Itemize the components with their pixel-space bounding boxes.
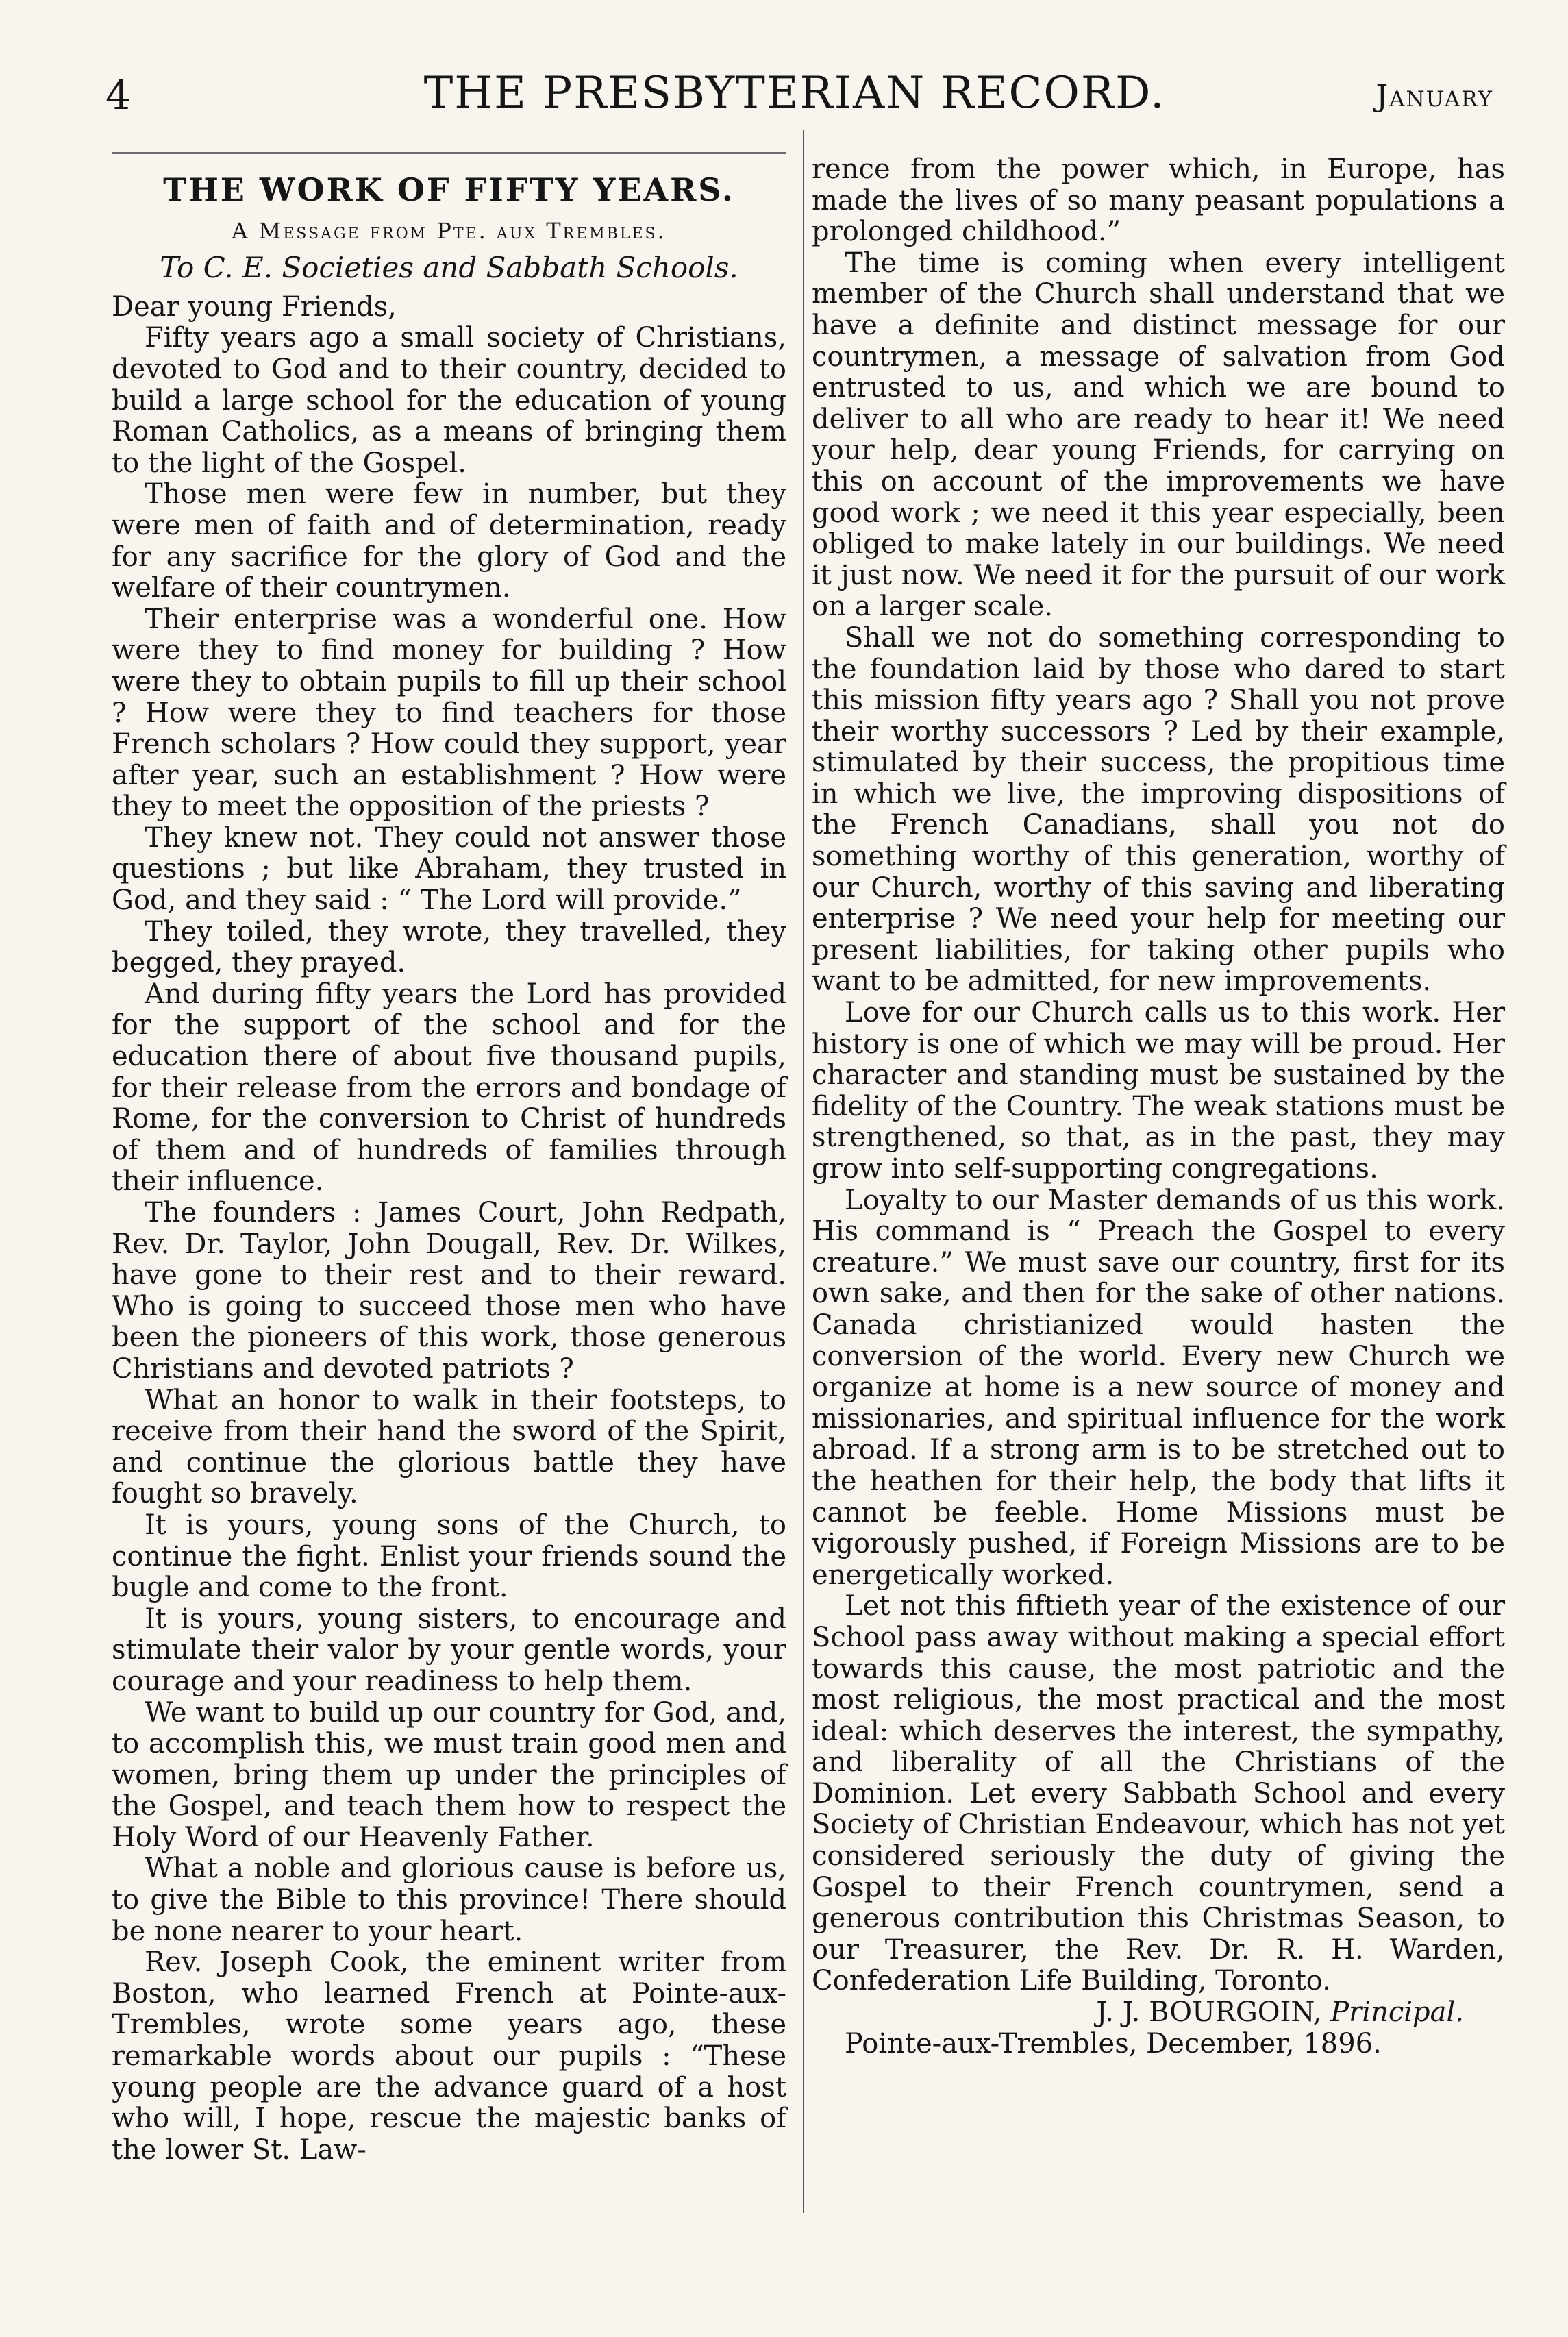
article-subtitle: A Message from Pte. aux Trembles.: [232, 217, 667, 244]
paragraph: Those men were few in number, but they were men of faith and of determination, ready for any sacrifice for the glory of God and the welfare of their countrymen.: [112, 478, 786, 604]
paragraph: We want to build up our country for God, and, to accomplish this, we must train good men and women, bring them up under the principles of the Gospel, and teach them how to respect the Holy Word of our Heavenly Father.: [112, 1696, 786, 1853]
paragraph: It is yours, young sisters, to encourage and stimulate their valor by your gentle words, your courage and your readiness to help them.: [112, 1603, 786, 1697]
paragraph: Rev. Joseph Cook, the eminent writer from Boston, who learned French at Pointe-aux-Trembles, wrote some years ago, these remarkable words about our pupils : “These young people are the advance guard of a host who will, I hope, rescue the majestic banks of the lower St. Law-: [112, 1946, 786, 2166]
journal-title: THE PRESBYTERIAN RECORD.: [423, 68, 1166, 119]
dateline: Pointe-aux-Trembles, December, 1896.: [845, 2027, 1382, 2060]
signature-name: J. J. BOURGOIN,: [1096, 1996, 1322, 2029]
left-column: [112, 154, 786, 2166]
paragraph: The time is coming when every intelligent member of the Church shall understand that we have a definite and distinct message for our countrymen, a message of salvation from God entrusted to us, and which we are bound to deliver to all who are ready to hear it! We need your help, dear young Friends, for carrying on this on account of the improvements we have good work ; we need it this year especially, been obliged to make lately in our buildings. We need it just now. We need it for the pursuit of our work on a larger scale.: [812, 247, 1505, 623]
paragraph: Loyalty to our Master demands of us this work. His command is “ Preach the Gospel to every creature.” We must save our country, first for its own sake, and then for the sake of other nations. Canada christianized would hasten the conversion of the world. Every new Church we organize at home is a new source of money and missionaries, and spiritual influence for the work abroad. If a strong arm is to be stretched out to the heathen for their help, the body that lifts it cannot be feeble. Home Missions must be vigorously pushed, if Foreign Missions are to be energetically worked.: [812, 1184, 1505, 1591]
paragraph: Let not this fiftieth year of the existence of our School pass away without making a special effort towards this cause, the most patriotic and the most religious, the most practical and the most ideal: which deserves the interest, the sympathy, and liberality of all the Christians of the Dominion. Let every Sabbath School and every Society of Christian Endeavour, which has not yet considered seriously the duty of giving the Gospel to their French countrymen, send a generous contribution this Christmas Season, to our Treasurer, the Rev. Dr. R. H. Warden, Confederation Life Building, Toronto.: [812, 1590, 1505, 1997]
paragraph: And during fifty years the Lord has provided for the support of the school and for the education there of about five thousand pupils, for their release from the errors and bondage of Rome, for the conversion to Christ of hundreds of them and of hundreds of families through their influence.: [112, 978, 786, 1198]
paragraph: Shall we not do something corresponding to the foundation laid by those who dared to start this mission fifty years ago ? Shall you not prove their worthy successors ? Led by their example, stimulated by their success, the propitious time in which we live, the improving dispositions of the French Canadians, shall you not do something worthy of this generation, worthy of our Church, worthy of this saving and liberating enterprise ? We need your help for meeting our present liabilities, for taking other pupils who want to be admitted, for new improvements.: [812, 621, 1505, 998]
article-address: To C. E. Societies and Sabbath Schools.: [160, 251, 738, 285]
paragraph-continuation: rence from the power which, in Europe, has made the lives of so many peasant populations a prolonged childhood.”: [812, 153, 1505, 248]
page-header: [96, 65, 1493, 140]
paragraph: Love for our Church calls us to this work. Her history is one of which we may will be proud. Her character and standing must be sustained by the fidelity of the Country. The weak stations must be strengthened, so that, as in the past, they may grow into self-supporting congregations.: [812, 997, 1505, 1185]
right-column: [812, 154, 1505, 2060]
paragraph: They toiled, they wrote, they travelled, they begged, they prayed.: [112, 915, 786, 979]
paragraph: Fifty years ago a small society of Christians, devoted to God and to their country, decided to build a large school for the education of young Roman Catholics, as a means of bringing them to the light of the Gospel.: [112, 322, 786, 479]
salutation: Dear young Friends,: [112, 290, 397, 323]
paragraph: What a noble and glorious cause is before us, to give the Bible to this province! There should be none nearer to your heart.: [112, 1853, 786, 1947]
paragraph: What an honor to walk in their footsteps, to receive from their hand the sword of the Spirit, and continue the glorious battle they have fought so bravely.: [112, 1384, 786, 1510]
signature-role: Principal.: [1330, 1996, 1464, 2029]
column-divider: [803, 130, 804, 2213]
issue-month: January: [1376, 79, 1493, 114]
article-title: THE WORK OF FIFTY YEARS.: [163, 171, 735, 208]
paragraph: Their enterprise was a wonderful one. How were they to find money for building ? How were they to obtain pupils to fill up their school ? How were they to find teachers for those French scholars ? How could they support, year after year, such an establishment ? How were they to meet the opposition of the priests ?: [112, 603, 786, 823]
signature: [812, 1997, 1505, 2029]
paragraph: The founders : James Court, John Redpath, Rev. Dr. Taylor, John Dougall, Rev. Dr. Wilkes, have gone to their rest and to their reward. Who is going to succeed those men who have been the pioneers of this work, those generous Christians and devoted patriots ?: [112, 1197, 786, 1385]
paragraph: It is yours, young sons of the Church, to continue the fight. Enlist your friends sound the bugle and come to the front.: [112, 1509, 786, 1604]
page-number: 4: [105, 72, 131, 119]
paragraph: They knew not. They could not answer those questions ; but like Abraham, they trusted in God, and they said : “ The Lord will provide.”: [112, 821, 786, 917]
